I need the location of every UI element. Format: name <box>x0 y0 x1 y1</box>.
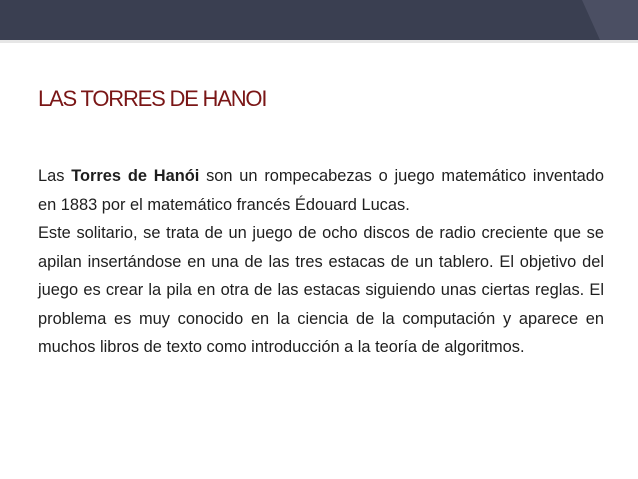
slide-title: LAS TORRES DE HANOI <box>38 86 267 111</box>
intro-paragraph <box>38 162 604 219</box>
header-divider <box>0 40 638 43</box>
intro-suffix: son un rompecabezas o juego matemático inventado en 1883 por el matemático francés Édouard Lucas. <box>38 167 605 214</box>
intro-bold-term: Torres de Hanói <box>71 167 200 185</box>
slide-body <box>38 162 604 362</box>
description-paragraph: Este solitario, se trata de un juego de ocho discos de radio creciente que se apilan insertándose en una de las tres estacas de un tablero. El objetivo del juego es crear la pila en otra de las estacas siguiendo unas ciertas reglas. El problema es muy conocido en la ciencia de la computación y aparece en muchos libros de texto como introducción a la teoría de algoritmos. <box>38 224 604 356</box>
intro-prefix: Las <box>38 167 72 185</box>
top-banner <box>0 0 638 40</box>
corner-tab <box>600 0 638 40</box>
